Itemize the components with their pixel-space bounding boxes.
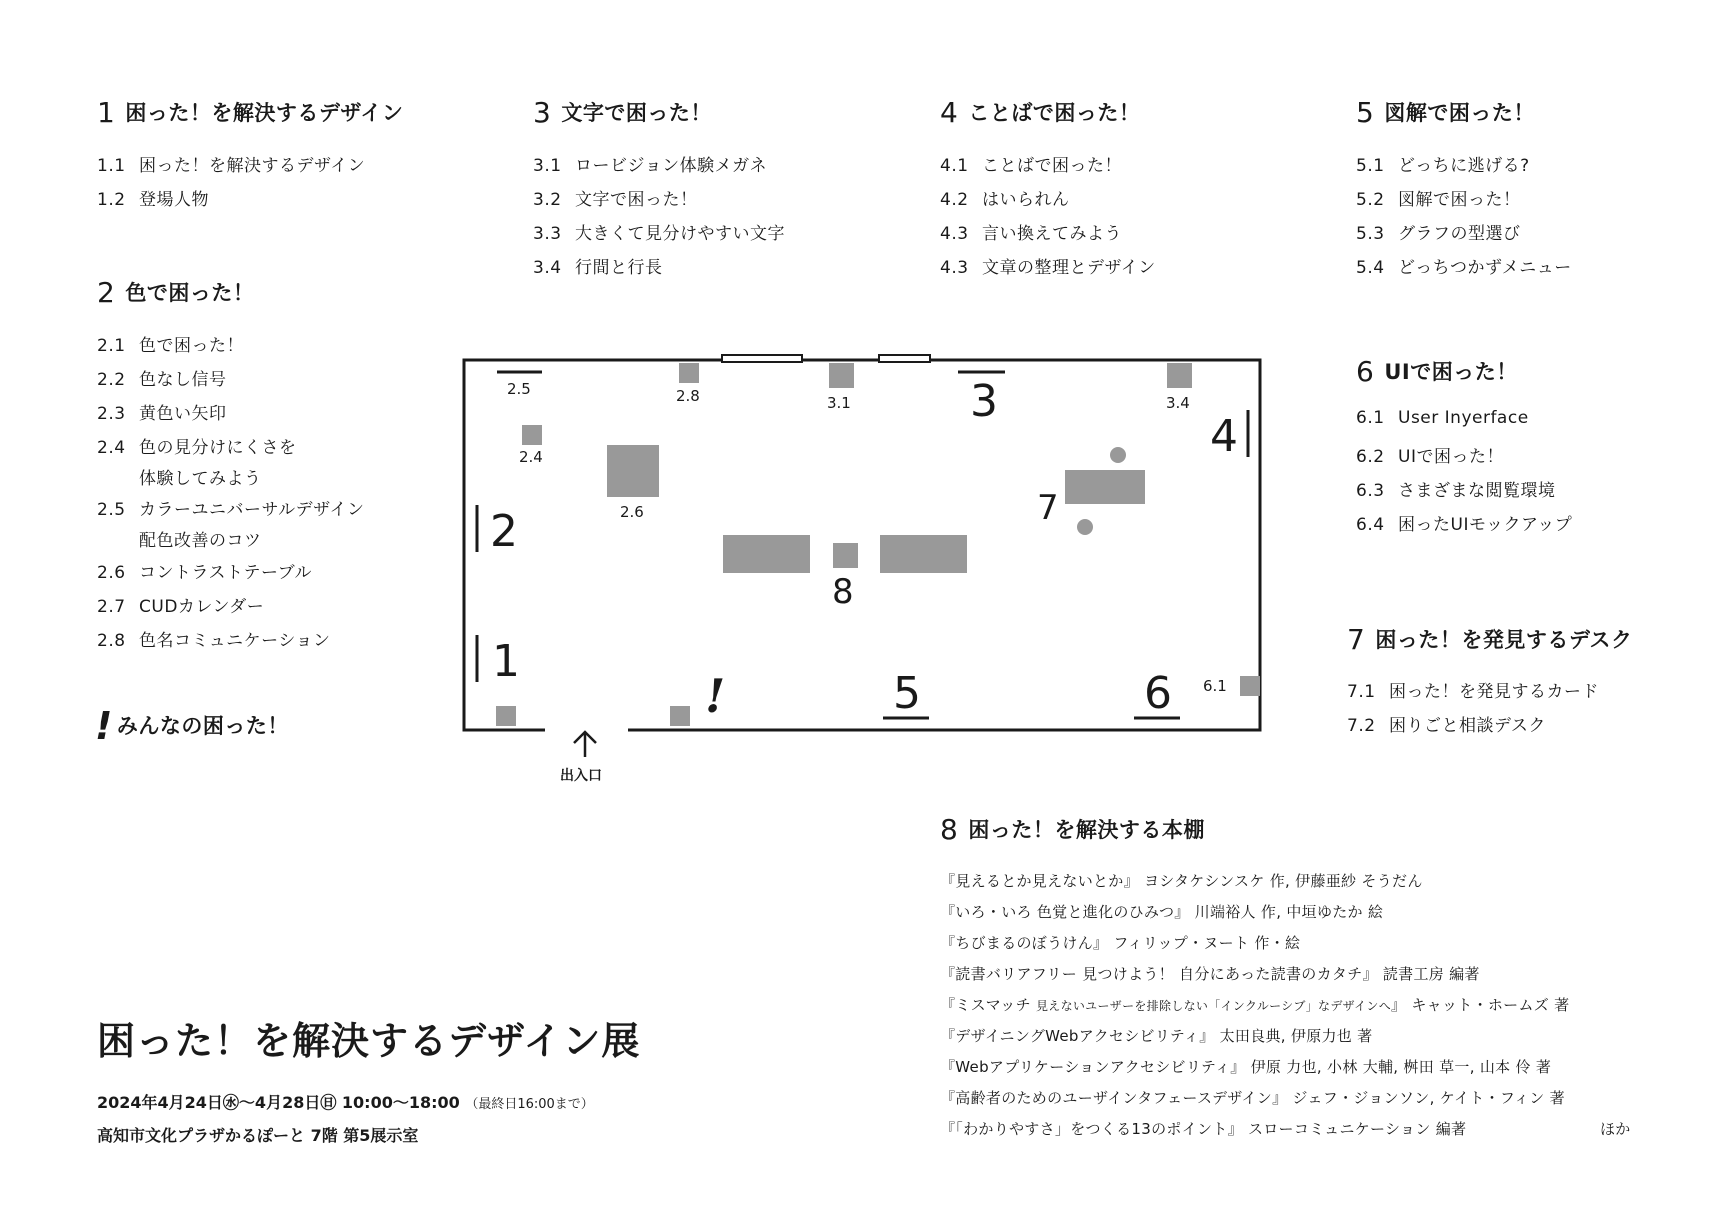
booth-6.1 <box>1240 676 1260 696</box>
book-item: 『読書バリアフリー 見つけよう！ 自分にあった読書のカタチ』 読書工房 編著 <box>940 965 1480 983</box>
list-item: 4.2 はいられん <box>940 190 1070 210</box>
list-item: 5.4 どっちつかずメニュー <box>1356 258 1572 278</box>
section-6-title: 6 UIで困った！ <box>1356 355 1518 388</box>
list-item: 2.8 色名コミュニケーション <box>97 631 331 651</box>
book-item: 『見えるとか見えないとか』 ヨシタケシンスケ 作, 伊藤亜紗 そうだん <box>940 872 1423 890</box>
list-item: 2.1 色で困った！ <box>97 336 244 356</box>
list-item: 3.3 大きくて見分けやすい文字 <box>533 224 785 244</box>
event-venue: 高知市文化プラザかるぽーと 7階 第5展示室 <box>97 1126 419 1145</box>
booth-3.1 <box>829 363 854 388</box>
minna-komatta-title: ! みんなの困った！ <box>95 704 289 748</box>
list-item: 3.4 行間と行長 <box>533 258 663 278</box>
table-8-right <box>880 535 967 573</box>
booth-1 <box>496 706 516 726</box>
zone-label-1: 1 <box>492 636 520 687</box>
booth-8 <box>833 543 858 568</box>
list-item: 7.2 困りごと相談デスク <box>1347 716 1546 736</box>
zone-label-6: 6 <box>1144 668 1172 719</box>
booth-label-2.8: 2.8 <box>676 387 700 405</box>
booth-3.4 <box>1167 363 1192 388</box>
book-item: 『「わかりやすさ」をつくる13のポイント』 スローコミュニケーション 編著 <box>940 1120 1467 1138</box>
exclamation-icon: ! <box>95 704 113 748</box>
entrance-label: 出入口 <box>560 768 602 784</box>
section-5-title: 5 図解で困った！ <box>1356 96 1535 129</box>
list-item: 2.5 カラーユニバーサルデザイン 配色改善のコツ <box>97 500 365 551</box>
booth-2.6 <box>607 445 659 497</box>
zone-label-8: 8 <box>832 572 854 612</box>
list-item: 1.1 困った！を解決するデザイン <box>97 156 366 176</box>
book-item: 『デザイニングWebアクセシビリティ』 太田良典, 伊原力也 著 <box>940 1027 1373 1045</box>
list-item: 6.1 User Inyerface <box>1356 408 1529 428</box>
book-item: 『ミスマッチ 見えないユーザーを排除しない「インクルーシブ」なデザインへ』 キャット・ホームズ 著 <box>940 996 1570 1014</box>
zone-label-7: 7 <box>1037 488 1059 528</box>
arrow-up-icon <box>574 732 596 757</box>
booth-label-6.1: 6.1 <box>1203 677 1227 695</box>
list-item: 2.4 色の見分けにくさを 体験してみよう <box>97 438 297 489</box>
booth-2.8 <box>679 363 699 383</box>
booth-label-2.4: 2.4 <box>519 448 543 466</box>
list-item: 5.1 どっちに逃げる? <box>1356 156 1530 176</box>
window <box>722 355 802 362</box>
list-item: 2.7 CUDカレンダー <box>97 597 265 617</box>
booth-label-2.6: 2.6 <box>620 503 644 521</box>
section-2-title: 2 色で困った！ <box>97 276 255 309</box>
booth-label-3.1: 3.1 <box>827 394 851 412</box>
zone-label-4: 4 <box>1210 411 1238 462</box>
book-item: 『いろ・いろ 色覚と進化のひみつ』 川端裕人 作, 中垣ゆたか 絵 <box>940 903 1384 921</box>
window <box>879 355 930 362</box>
zone-label-3: 3 <box>970 376 998 427</box>
stool <box>1077 519 1093 535</box>
book-item: 『Webアプリケーションアクセシビリティ』 伊原 力也, 小林 大輔, 桝田 草一, 山本 伶 著 <box>940 1058 1552 1076</box>
list-item: 1.2 登場人物 <box>97 190 209 210</box>
section-7-title: 7 困った！を発見するデスク <box>1347 623 1633 656</box>
booth-2.4 <box>522 425 542 445</box>
event-title: 困った！を解決するデザイン展 <box>97 1019 641 1063</box>
table-7 <box>1065 470 1145 504</box>
book-item: 『ちびまるのぼうけん』 フィリップ・ヌート 作・絵 <box>940 934 1301 952</box>
list-item: 4.1 ことばで困った！ <box>940 156 1122 176</box>
section-1-title: 1 困った！を解決するデザイン <box>97 96 404 129</box>
list-item: 3.1 ロービジョン体験メガネ <box>533 156 768 176</box>
floor-wall <box>464 360 1260 730</box>
section-8-title: 8 困った！を解決する本棚 <box>940 813 1205 846</box>
list-item: 6.4 困ったUIモックアップ <box>1356 515 1573 535</box>
list-item: 2.3 黄色い矢印 <box>97 404 227 424</box>
list-item: 2.6 コントラストテーブル <box>97 563 312 583</box>
list-item: 3.2 文字で困った！ <box>533 190 698 210</box>
booth-label-3.4: 3.4 <box>1166 394 1190 412</box>
stool <box>1110 447 1126 463</box>
list-item: 5.2 図解で困った！ <box>1356 190 1521 210</box>
list-item: 6.2 UIで困った！ <box>1356 447 1504 467</box>
book-item: 『高齢者のためのユーザインタフェースデザイン』 ジェフ・ジョンソン, ケイト・フィン 著 <box>940 1089 1565 1107</box>
list-item: 4.3 文章の整理とデザイン <box>940 258 1156 278</box>
exclamation-icon: ! <box>705 669 726 723</box>
section-3-title: 3 文字で困った！ <box>533 96 712 129</box>
booth-label-2.5: 2.5 <box>507 380 531 398</box>
event-dates: 2024年4月24日㊌〜4月28日㊐ 10:00〜18:00 （最終日16:00まで） <box>97 1093 594 1112</box>
list-item: 6.3 さまざまな閲覧環境 <box>1356 481 1556 501</box>
list-item: 7.1 困った！を発見するカード <box>1347 682 1599 702</box>
books-more: ほか <box>1600 1120 1631 1138</box>
section-4-title: 4 ことばで困った！ <box>940 96 1141 129</box>
zone-label-5: 5 <box>893 668 921 719</box>
list-item: 4.3 言い換えてみよう <box>940 224 1122 244</box>
list-item: 5.3 グラフの型選び <box>1356 224 1521 244</box>
list-item: 2.2 色なし信号 <box>97 370 227 390</box>
zone-label-2: 2 <box>490 506 518 557</box>
table-8-left <box>723 535 810 573</box>
booth-minna <box>670 706 690 726</box>
